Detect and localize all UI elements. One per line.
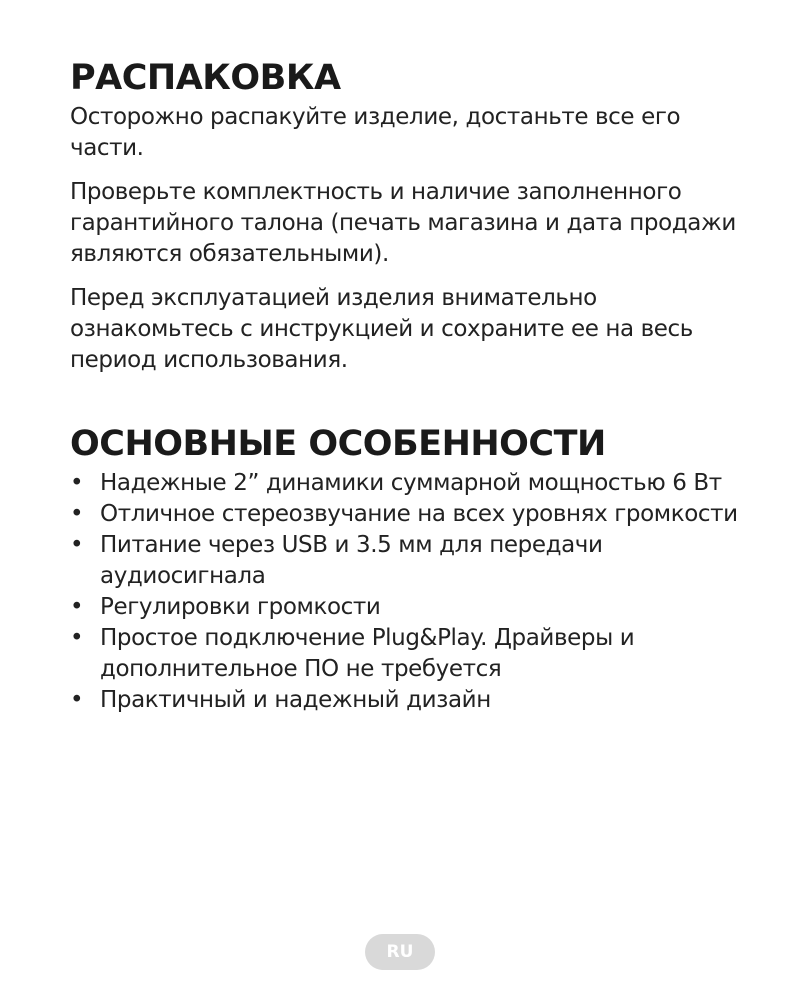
feature-item: • Питание через USB и 3.5 мм для передачи аудиосигнала <box>70 530 750 592</box>
feature-item: • Практичный и надежный дизайн <box>70 685 750 716</box>
feature-item: • Надежные 2” динамики суммарной мощностью 6 Вт <box>70 468 750 499</box>
unpacking-paragraph: Перед эксплуатацией изделия внимательно ознакомьтесь с инструкцией и сохраните ее на весь период использования. <box>70 285 693 373</box>
feature-item: • Регулировки громкости <box>70 592 750 623</box>
document-page <box>70 54 750 716</box>
feature-item: • Простое подключение Plug&Play. Драйверы и дополнительное ПО не требуется <box>70 623 750 685</box>
features-heading: ОСНОВНЫЕ ОСОБЕННОСТИ <box>70 424 606 464</box>
unpacking-heading: РАСПАКОВКА <box>70 58 341 98</box>
feature-item: • Отличное стереозвучание на всех уровнях громкости <box>70 499 750 530</box>
language-badge: RU <box>365 934 435 970</box>
features-list <box>70 468 750 716</box>
unpacking-paragraph: Осторожно распакуйте изделие, достаньте все его части. <box>70 104 681 161</box>
unpacking-paragraph: Проверьте комплектность и наличие заполненного гарантийного талона (печать магазина и дата продажи являются обязательными). <box>70 179 736 267</box>
